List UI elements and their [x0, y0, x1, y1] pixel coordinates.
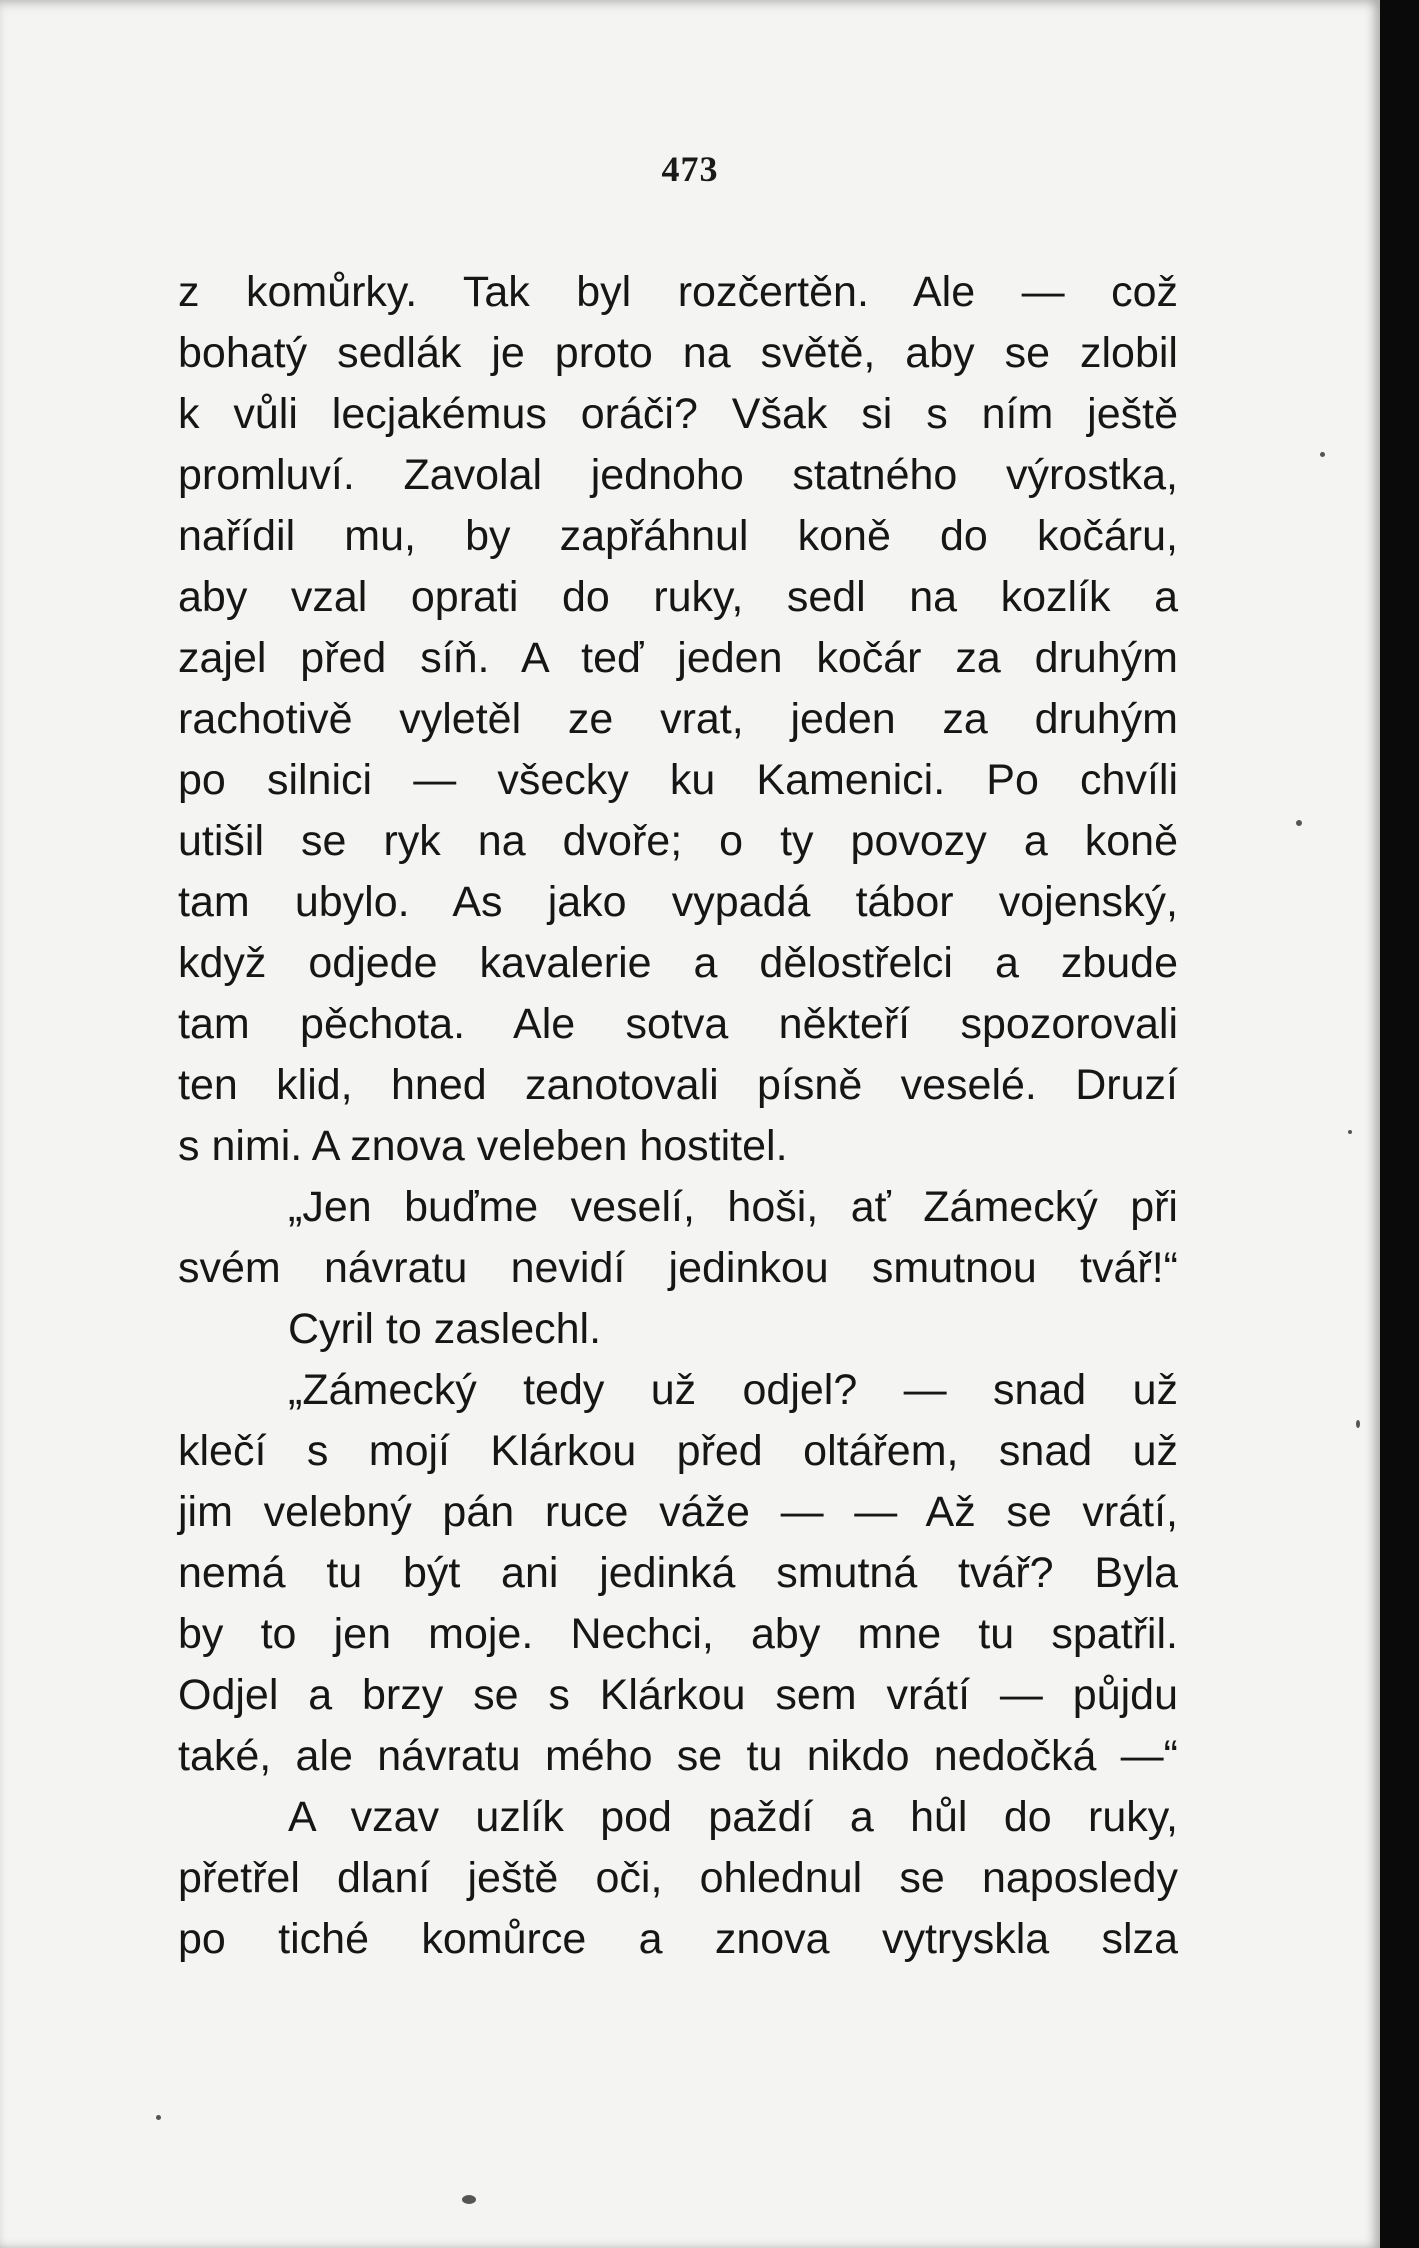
text-line: když odjede kavalerie a dělostřelci a zbude	[178, 939, 1178, 987]
text-line: Odjel a brzy se s Klárkou sem vrátí — půjdu	[178, 1671, 1178, 1719]
text-line: z komůrky. Tak byl rozčertěn. Ale — což	[178, 268, 1178, 316]
text-line: po tiché komůrce a znova vytryskla slza	[178, 1915, 1178, 1963]
page-number: 473	[661, 149, 719, 189]
scan-speck	[1348, 1130, 1352, 1134]
scan-speck	[1356, 1420, 1360, 1428]
text-line: aby vzal oprati do ruky, sedl na kozlík a	[178, 573, 1178, 621]
text-line: utišil se ryk na dvoře; o ty povozy a koně	[178, 817, 1178, 865]
text-line: klečí s mojí Klárkou před oltářem, snad už	[178, 1427, 1178, 1475]
body-text	[178, 262, 1178, 1970]
text-line: po silnici — všecky ku Kamenici. Po chvíli	[178, 756, 1178, 804]
text-line: bohatý sedlák je proto na světě, aby se zlobil	[178, 329, 1178, 377]
text-line: s nimi. A znova veleben hostitel.	[178, 1122, 788, 1170]
text-line: Cyril to zaslechl.	[288, 1305, 602, 1353]
scan-speck	[1320, 452, 1325, 457]
text-line: „Zámecký tedy už odjel? — snad už	[288, 1366, 1178, 1414]
text-line: zajel před síň. A teď jeden kočár za druhým	[178, 634, 1178, 682]
scan-speck	[462, 2195, 476, 2204]
text-line: A vzav uzlík pod paždí a hůl do ruky,	[288, 1793, 1178, 1841]
text-line: přetřel dlaní ještě oči, ohlednul se naposledy	[178, 1854, 1178, 1902]
text-line: nemá tu být ani jedinká smutná tvář? Byla	[178, 1549, 1178, 1597]
text-line: promluví. Zavolal jednoho statného výrostka,	[178, 451, 1178, 499]
text-line: rachotivě vyletěl ze vrat, jeden za druhým	[178, 695, 1178, 743]
scan-speck	[156, 2115, 161, 2120]
text-line: nařídil mu, by zapřáhnul koně do kočáru,	[178, 512, 1178, 560]
text-line: také, ale návratu mého se tu nikdo nedočká —“	[178, 1732, 1178, 1780]
text-line: tam ubylo. As jako vypadá tábor vojenský,	[178, 878, 1178, 926]
text-line: k vůli lecjakémus oráči? Však si s ním ještě	[178, 390, 1178, 438]
text-line: tam pěchota. Ale sotva někteří spozorovali	[178, 1000, 1178, 1048]
scan-speck	[1296, 820, 1302, 826]
text-line: jim velebný pán ruce váže — — Až se vrátí,	[178, 1488, 1178, 1536]
text-line: by to jen moje. Nechci, aby mne tu spatřil.	[178, 1610, 1178, 1658]
scan-border	[1380, 0, 1419, 2248]
text-line: svém návratu nevidí jedinkou smutnou tvář!“	[178, 1244, 1178, 1292]
text-line: „Jen buďme veselí, hoši, ať Zámecký při	[288, 1183, 1178, 1231]
text-line: ten klid, hned zanotovali písně veselé. Druzí	[178, 1061, 1178, 1109]
